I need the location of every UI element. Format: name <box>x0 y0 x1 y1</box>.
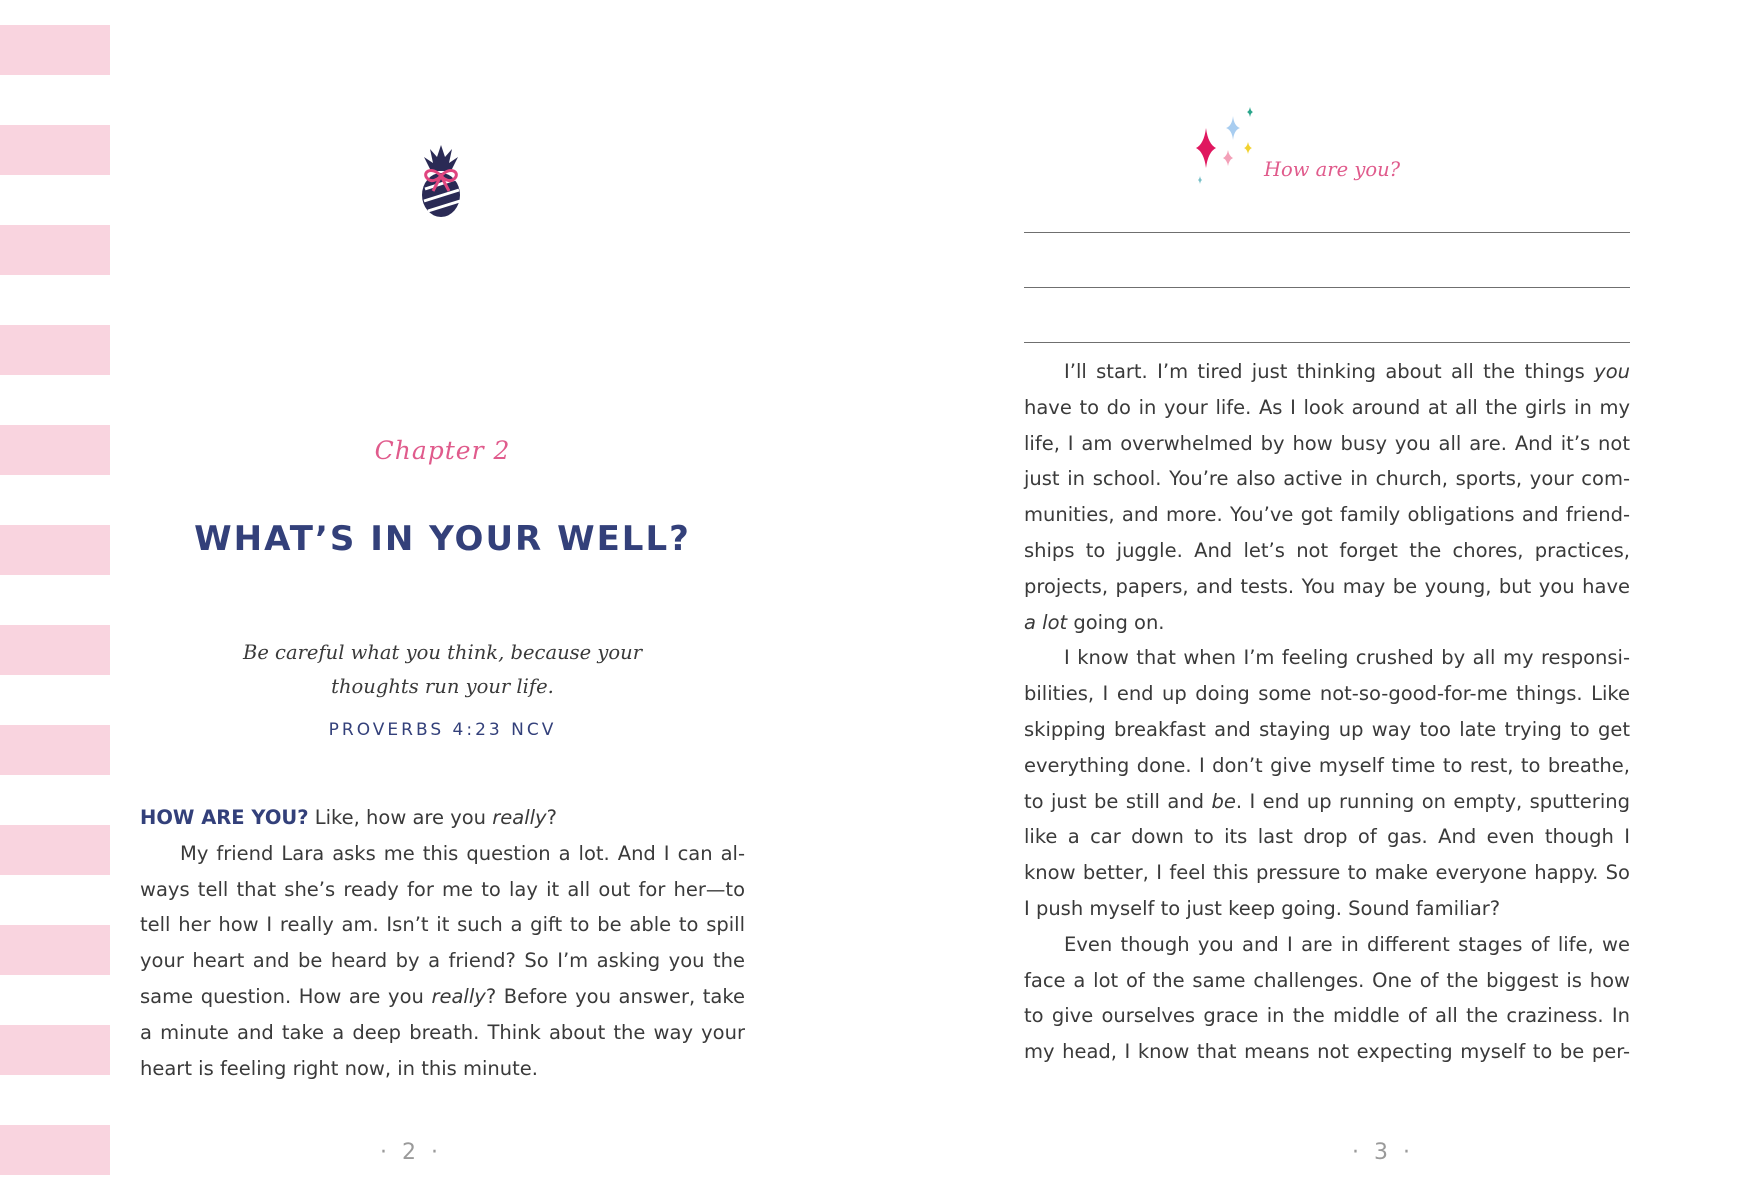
body-line: ways tell that she’s ready for me to lay it all out for her—to <box>140 877 745 901</box>
stripe <box>0 925 110 975</box>
body-line: My friend Lara asks me this question a lot. And I can al- <box>180 841 745 865</box>
body-line: a lot going on. <box>1024 610 1165 634</box>
body-line: munities, and more. You’ve got family obligations and friend- <box>1024 503 1630 527</box>
body-line: have to do in your life. As I look around at all the girls in my <box>1024 395 1630 419</box>
body-line: to give ourselves grace in the middle of all the craziness. In <box>1024 1004 1630 1028</box>
body-line: tell her how I really am. Isn’t it such a gift to be able to spill <box>140 913 745 937</box>
body-text <box>1024 354 1630 1070</box>
epigraph-line: Be careful what you think, because your <box>242 641 643 664</box>
body-line: face a lot of the same challenges. One of the biggest is how <box>1024 968 1630 992</box>
body-line: to just be still and be. I end up running on empty, sputtering <box>1024 789 1630 813</box>
pineapple-icon <box>416 143 466 219</box>
stripe <box>0 425 110 475</box>
body-line: just in school. You’re also active in church, sports, your com- <box>1024 467 1630 491</box>
body-line: HOW ARE YOU? Like, how are you really? <box>140 806 557 829</box>
body-line: ships to juggle. And let’s not forget the chores, practices, <box>1024 538 1630 562</box>
lead-caps: HOW ARE YOU? <box>140 806 309 829</box>
chapter-label: Chapter 2 <box>374 436 511 465</box>
stripe <box>0 625 110 675</box>
body-line: heart is feeling right now, in this minute. <box>140 1056 538 1080</box>
body-line: I’ll start. I’m tired just thinking about all the things you <box>1064 360 1630 383</box>
writing-line[interactable] <box>1024 287 1630 288</box>
epigraph-line: thoughts run your life. <box>331 675 554 698</box>
stripe <box>0 25 110 75</box>
epigraph <box>140 636 745 704</box>
epigraph-reference: PROVERBS 4:23 NCV <box>328 720 557 740</box>
prompt-title: How are you? <box>1264 158 1401 181</box>
body-line: same question. How are you really? Before you answer, take <box>140 984 745 1008</box>
stripe <box>0 325 110 375</box>
page-number: · 3 · <box>1352 1140 1414 1165</box>
writing-line[interactable] <box>1024 232 1630 233</box>
body-line: projects, papers, and tests. You may be young, but you have <box>1024 574 1630 598</box>
stripe <box>0 725 110 775</box>
sparkles-icon <box>1194 106 1269 191</box>
page-number: · 2 · <box>380 1140 442 1165</box>
chapter-title: WHAT’S IN YOUR WELL? <box>194 519 691 559</box>
stripe <box>0 825 110 875</box>
body-line: everything done. I don’t give myself time to rest, to breathe, <box>1024 753 1630 777</box>
body-line: my head, I know that means not expecting myself to be per- <box>1024 1040 1630 1064</box>
body-line: bilities, I end up doing some not-so-good-for-me things. Like <box>1024 682 1630 706</box>
body-line: I know that when I’m feeling crushed by all my responsi- <box>1064 646 1630 670</box>
right-page <box>1024 0 1630 1200</box>
stripe <box>0 1025 110 1075</box>
body-line: a minute and take a deep breath. Think about the way your <box>140 1020 745 1044</box>
stripe <box>0 525 110 575</box>
body-line: life, I am overwhelmed by how busy you all are. And it’s not <box>1024 431 1630 455</box>
body-line: your heart and be heard by a friend? So I’m asking you the <box>140 949 745 973</box>
stripe <box>0 225 110 275</box>
body-line: I push myself to just keep going. Sound familiar? <box>1024 896 1501 920</box>
writing-line[interactable] <box>1024 342 1630 343</box>
body-line: know better, I feel this pressure to make everyone happy. So <box>1024 861 1630 885</box>
left-page <box>140 0 745 1200</box>
body-line: Even though you and I are in different stages of life, we <box>1064 932 1630 956</box>
stripe <box>0 1125 110 1175</box>
body-text <box>140 800 745 1086</box>
stripe <box>0 125 110 175</box>
body-line: like a car down to its last drop of gas. And even though I <box>1024 825 1630 849</box>
body-line: skipping breakfast and staying up way too late trying to get <box>1024 717 1630 741</box>
